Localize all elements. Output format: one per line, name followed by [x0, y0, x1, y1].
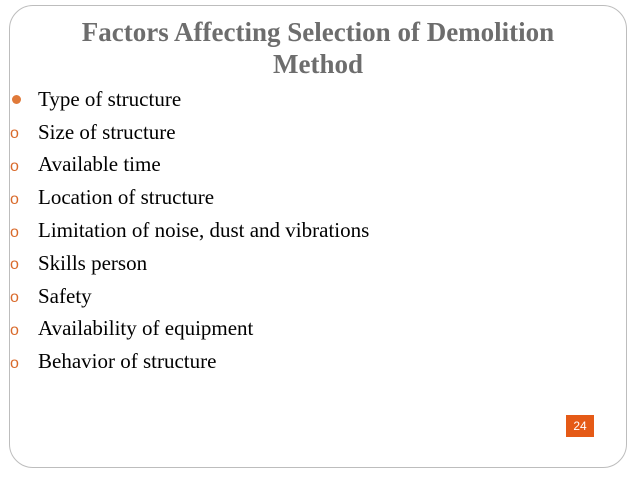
list-item	[10, 83, 369, 116]
list-item-text: Limitation of noise, dust and vibrations	[38, 218, 370, 243]
bullet-circle-icon: o	[10, 223, 19, 241]
list-item	[10, 116, 369, 149]
list-item-text: Behavior of structure	[38, 349, 217, 374]
bullet-circle-icon: o	[10, 289, 19, 307]
list-item-text: Skills person	[38, 250, 148, 275]
bullet-circle-icon: o	[10, 256, 19, 274]
list-item-text: Safety	[38, 283, 92, 308]
bullet-circle-icon: o	[10, 354, 19, 372]
bullet-list	[10, 83, 369, 378]
list-item-text: Available time	[38, 152, 161, 177]
list-item	[10, 214, 369, 247]
bullet-circle-icon: o	[10, 190, 19, 208]
list-item-text: Type of structure	[38, 86, 182, 111]
list-item-text: Availability of equipment	[38, 316, 254, 341]
list-item-text: Location of structure	[38, 185, 215, 210]
list-item	[10, 280, 369, 313]
bullet-circle-icon: o	[10, 321, 19, 339]
list-item	[10, 247, 369, 280]
list-item	[10, 181, 369, 214]
page-number-badge: 24	[566, 415, 594, 437]
bullet-dot-icon	[10, 87, 38, 111]
list-item	[10, 313, 369, 346]
slide-title: Factors Affecting Selection of Demolition Method	[81, 17, 555, 79]
list-item-text: Size of structure	[38, 119, 176, 144]
list-item	[10, 149, 369, 182]
list-item	[10, 345, 369, 378]
bullet-circle-icon: o	[10, 157, 19, 175]
bullet-circle-icon: o	[10, 125, 19, 143]
